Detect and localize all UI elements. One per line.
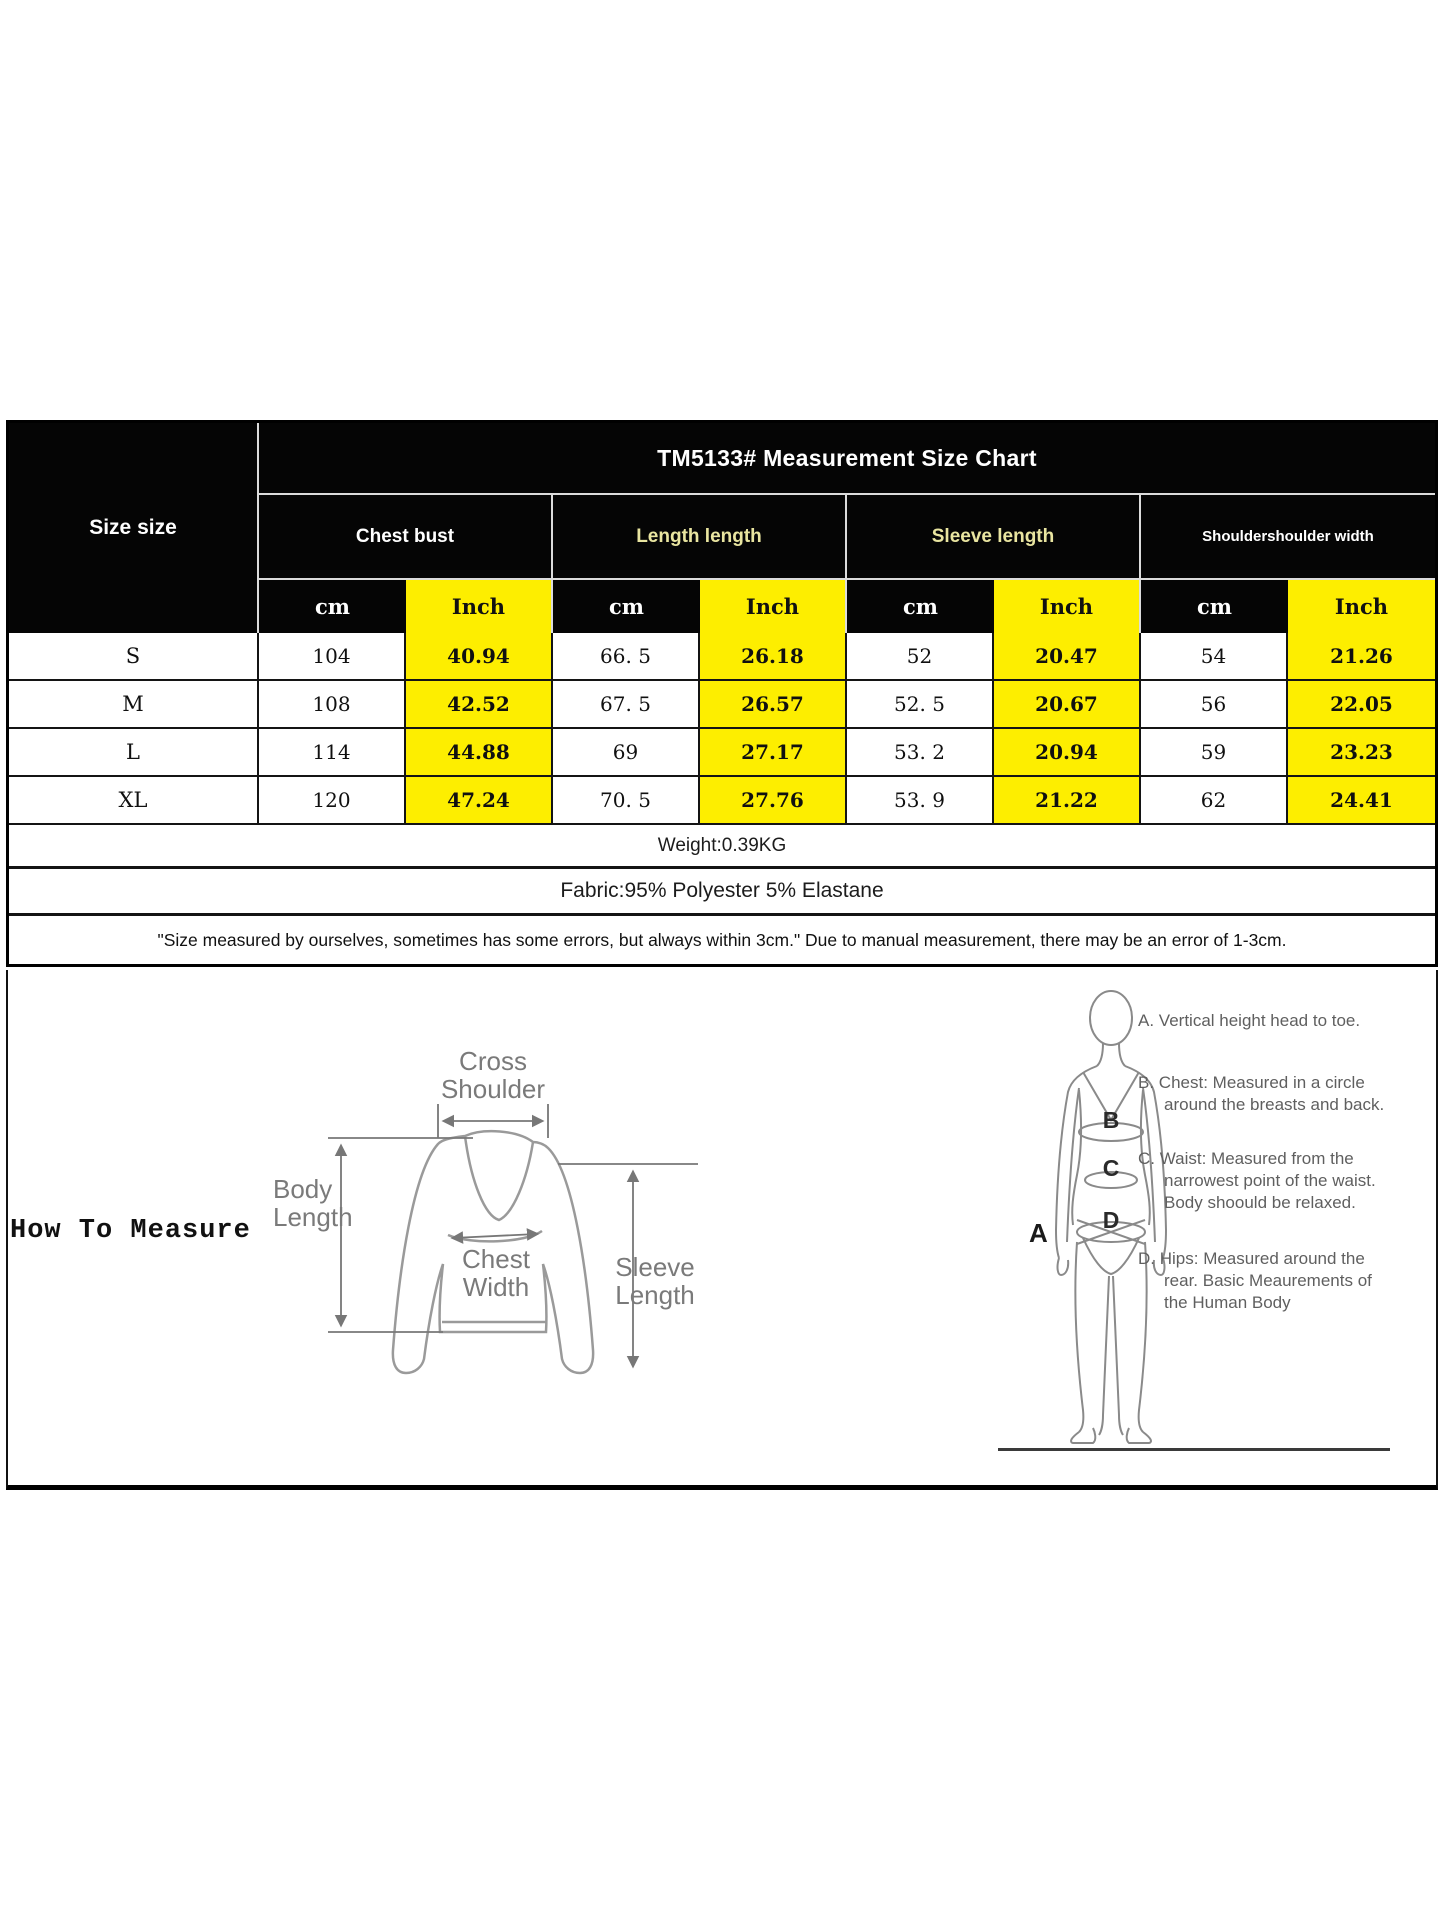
chest-inch: 42.52	[406, 681, 553, 729]
unit-sleeve-cm: cm	[847, 580, 994, 633]
length-cm: 67. 5	[553, 681, 700, 729]
fabric-row: Fabric:95% Polyester 5% Elastane	[9, 869, 1435, 916]
shoulder-cm: 62	[1141, 777, 1288, 825]
garment-measure-diagram	[243, 1020, 703, 1392]
table-title: TM5133# Measurement Size Chart	[259, 423, 1435, 495]
body-measure-notes	[1138, 1010, 1390, 1314]
length-inch: 26.57	[700, 681, 847, 729]
body-length-label: Length	[273, 1202, 353, 1232]
body-length-label: Body	[273, 1174, 333, 1204]
figure-marker-c: C	[1102, 1155, 1120, 1181]
note-a-text: Vertical height head to toe.	[1158, 1011, 1361, 1030]
chest-cm: 108	[259, 681, 406, 729]
unit-chest-inch: Inch	[406, 580, 553, 633]
note-d-text: Hips: Measured around the rear. Basic Meaurements of the Human Body	[1159, 1249, 1372, 1312]
note-b-label: B.	[1138, 1073, 1155, 1092]
chest-width-label: Chest	[462, 1244, 530, 1274]
length-inch: 27.76	[700, 777, 847, 825]
how-to-measure-heading: How To Measure	[10, 1216, 251, 1246]
sleeve-cm: 53. 2	[847, 729, 994, 777]
unit-chest-cm: cm	[259, 580, 406, 633]
table-row	[9, 633, 1435, 681]
note-d	[1138, 1248, 1390, 1314]
sleeve-cm: 52	[847, 633, 994, 681]
shoulder-cm: 54	[1141, 633, 1288, 681]
sleeve-cm: 53. 9	[847, 777, 994, 825]
note-b	[1138, 1072, 1390, 1116]
sleeve-inch: 20.67	[994, 681, 1141, 729]
chest-cm: 104	[259, 633, 406, 681]
size-label: S	[9, 633, 259, 681]
figure-marker-d: D	[1102, 1207, 1120, 1233]
length-inch: 27.17	[700, 729, 847, 777]
group-header-chest: Chest bust	[259, 495, 553, 580]
how-to-measure-section	[6, 970, 1438, 1490]
shoulder-inch: 21.26	[1288, 633, 1435, 681]
measurement-size-table	[6, 420, 1438, 967]
group-header-sleeve: Sleeve length	[847, 495, 1141, 580]
note-d-label: D.	[1138, 1249, 1155, 1268]
shoulder-inch: 23.23	[1288, 729, 1435, 777]
note-a-label: A.	[1138, 1011, 1155, 1030]
shoulder-cm: 56	[1141, 681, 1288, 729]
sleeve-length-label: Length	[615, 1280, 695, 1310]
cross-shoulder-label: Shoulder	[440, 1074, 546, 1104]
chest-inch: 40.94	[406, 633, 553, 681]
table-row	[9, 777, 1435, 825]
length-cm: 70. 5	[553, 777, 700, 825]
unit-sleeve-inch: Inch	[994, 580, 1141, 633]
note-b-text: Chest: Measured in a circle around the breasts and back.	[1158, 1073, 1385, 1114]
shoulder-cm: 59	[1141, 729, 1288, 777]
cross-shoulder-label: Cross	[459, 1046, 527, 1076]
weight-row: Weight:0.39KG	[9, 825, 1435, 869]
group-header-shoulder: Shouldershoulder width	[1141, 495, 1435, 580]
size-label: XL	[9, 777, 259, 825]
table-row	[9, 681, 1435, 729]
group-header-length: Length length	[553, 495, 847, 580]
figure-marker-a: A	[1029, 1218, 1048, 1248]
chest-cm: 120	[259, 777, 406, 825]
chest-inch: 44.88	[406, 729, 553, 777]
note-a	[1138, 1010, 1390, 1032]
measurement-note-row: "Size measured by ourselves, sometimes has some errors, but always within 3cm." Due to manual measurement, there may be an error of 1-3cm.	[9, 916, 1435, 964]
sleeve-inch: 20.47	[994, 633, 1141, 681]
unit-shoulder-inch: Inch	[1288, 580, 1435, 633]
length-cm: 69	[553, 729, 700, 777]
size-column-header: Size size	[9, 423, 259, 633]
sleeve-length-label: Sleeve	[615, 1252, 695, 1282]
length-cm: 66. 5	[553, 633, 700, 681]
figure-marker-b: B	[1102, 1107, 1120, 1133]
chest-cm: 114	[259, 729, 406, 777]
sleeve-inch: 20.94	[994, 729, 1141, 777]
unit-length-inch: Inch	[700, 580, 847, 633]
notes-underline	[998, 1448, 1390, 1451]
chest-width-label: Width	[462, 1272, 530, 1302]
table-header	[9, 423, 1435, 633]
chest-inch: 47.24	[406, 777, 553, 825]
unit-shoulder-cm: cm	[1141, 580, 1288, 633]
note-c-text: Waist: Measured from the narrowest point of the waist. Body shoould be relaxed.	[1159, 1149, 1376, 1212]
shoulder-inch: 22.05	[1288, 681, 1435, 729]
size-label: L	[9, 729, 259, 777]
sleeve-cm: 52. 5	[847, 681, 994, 729]
shoulder-inch: 24.41	[1288, 777, 1435, 825]
note-c	[1138, 1148, 1390, 1214]
table-row	[9, 729, 1435, 777]
note-c-label: C.	[1138, 1149, 1155, 1168]
unit-length-cm: cm	[553, 580, 700, 633]
length-inch: 26.18	[700, 633, 847, 681]
sleeve-inch: 21.22	[994, 777, 1141, 825]
size-label: M	[9, 681, 259, 729]
